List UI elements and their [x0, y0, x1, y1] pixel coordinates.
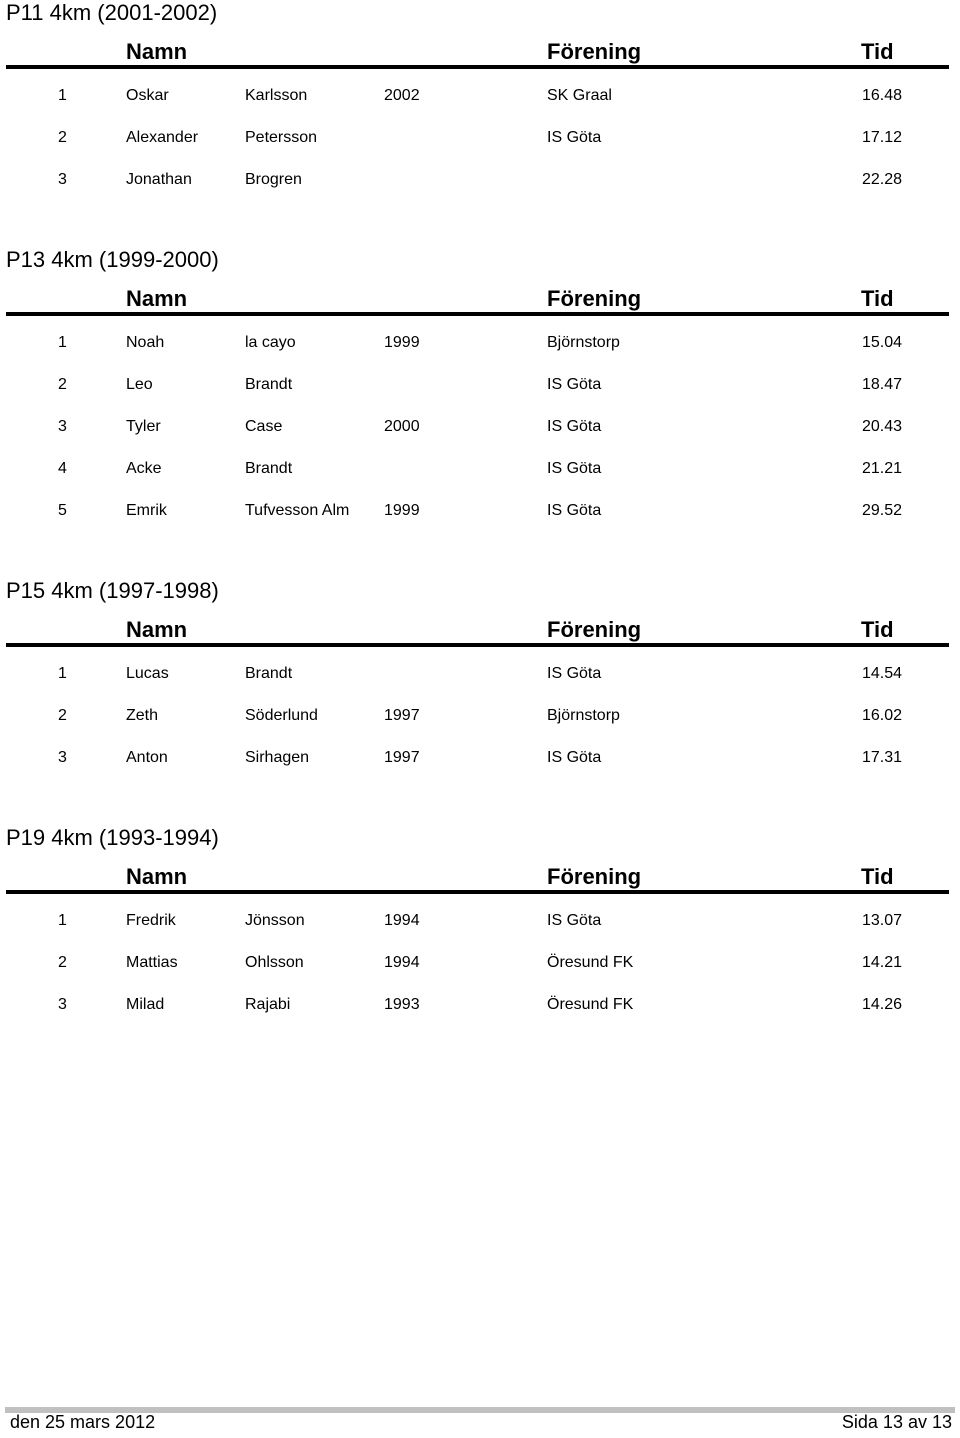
- club: IS Göta: [547, 665, 602, 682]
- section-title: P15 4km (1997-1998): [6, 578, 219, 603]
- time: 17.12: [862, 129, 903, 146]
- first-name: Jonathan: [126, 171, 192, 188]
- club: IS Göta: [547, 376, 602, 393]
- time: 17.31: [862, 749, 903, 766]
- place: 2: [58, 129, 67, 146]
- first-name: Alexander: [126, 129, 199, 146]
- first-name: Mattias: [126, 954, 178, 971]
- table-row: [0, 85, 960, 107]
- birth-year: 1997: [384, 707, 420, 724]
- column-header-club: Förening: [547, 286, 642, 311]
- column-header-time: Tid: [861, 617, 894, 642]
- time: 16.02: [862, 707, 903, 724]
- place: 1: [58, 665, 67, 682]
- place: 2: [58, 707, 67, 724]
- first-name: Oskar: [126, 87, 169, 104]
- last-name: Brogren: [245, 171, 302, 188]
- footer-date: den 25 mars 2012: [10, 1412, 156, 1432]
- place: 1: [58, 334, 67, 351]
- column-header-name: Namn: [126, 286, 188, 311]
- place: 3: [58, 749, 67, 766]
- header-divider: [6, 890, 949, 894]
- time: 14.26: [862, 996, 903, 1013]
- club: Björnstorp: [547, 334, 620, 351]
- table-row: [0, 332, 960, 354]
- club: SK Graal: [547, 87, 612, 104]
- last-name: Karlsson: [245, 87, 308, 104]
- time: 21.21: [862, 460, 903, 477]
- birth-year: 2002: [384, 87, 420, 104]
- place: 1: [58, 912, 67, 929]
- last-name: Brandt: [245, 376, 293, 393]
- first-name: Fredrik: [126, 912, 176, 929]
- club: Björnstorp: [547, 707, 620, 724]
- club: IS Göta: [547, 460, 602, 477]
- place: 1: [58, 87, 67, 104]
- time: 14.21: [862, 954, 903, 971]
- column-header-time: Tid: [861, 39, 894, 64]
- time: 13.07: [862, 912, 903, 929]
- header-divider: [6, 312, 949, 316]
- table-row: [0, 663, 960, 685]
- birth-year: 1994: [384, 912, 420, 929]
- column-header-name: Namn: [126, 39, 188, 64]
- last-name: Brandt: [245, 665, 293, 682]
- time: 18.47: [862, 376, 903, 393]
- page-number: Sida 13 av 13: [841, 1412, 952, 1432]
- place: 3: [58, 418, 67, 435]
- place: 3: [58, 996, 67, 1013]
- table-row: [0, 747, 960, 769]
- birth-year: 1999: [384, 502, 420, 519]
- last-name: Ohlsson: [245, 954, 304, 971]
- table-row: [0, 705, 960, 727]
- club: IS Göta: [547, 912, 602, 929]
- place: 3: [58, 171, 67, 188]
- last-name: Jönsson: [245, 912, 305, 929]
- place: 4: [58, 460, 67, 477]
- first-name: Acke: [126, 460, 162, 477]
- birth-year: 1999: [384, 334, 420, 351]
- section-title: P11 4km (2001-2002): [6, 0, 218, 25]
- last-name: la cayo: [245, 334, 296, 351]
- column-header-club: Förening: [547, 864, 642, 889]
- place: 5: [58, 502, 67, 519]
- section-title: P13 4km (1999-2000): [6, 247, 219, 272]
- section-title: P19 4km (1993-1994): [6, 825, 219, 850]
- time: 15.04: [862, 334, 903, 351]
- column-header-time: Tid: [861, 286, 894, 311]
- table-row: [0, 127, 960, 149]
- last-name: Söderlund: [245, 707, 318, 724]
- first-name: Milad: [126, 996, 165, 1013]
- club: IS Göta: [547, 502, 602, 519]
- first-name: Zeth: [126, 707, 159, 724]
- column-header-name: Namn: [126, 617, 188, 642]
- table-row: [0, 910, 960, 932]
- place: 2: [58, 376, 67, 393]
- first-name: Tyler: [126, 418, 161, 435]
- header-divider: [6, 65, 949, 69]
- table-row: [0, 500, 960, 522]
- birth-year: 1994: [384, 954, 420, 971]
- table-row: [0, 458, 960, 480]
- birth-year: 1997: [384, 749, 420, 766]
- club: IS Göta: [547, 418, 602, 435]
- first-name: Anton: [126, 749, 168, 766]
- first-name: Lucas: [126, 665, 169, 682]
- column-header-time: Tid: [861, 864, 894, 889]
- first-name: Emrik: [126, 502, 167, 519]
- first-name: Noah: [126, 334, 165, 351]
- table-row: [0, 416, 960, 438]
- club: Öresund FK: [547, 954, 634, 971]
- club: IS Göta: [547, 129, 602, 146]
- first-name: Leo: [126, 376, 153, 393]
- column-header-club: Förening: [547, 617, 642, 642]
- time: 16.48: [862, 87, 903, 104]
- birth-year: 2000: [384, 418, 420, 435]
- time: 22.28: [862, 171, 903, 188]
- column-header-name: Namn: [126, 864, 188, 889]
- place: 2: [58, 954, 67, 971]
- club: IS Göta: [547, 749, 602, 766]
- birth-year: 1993: [384, 996, 420, 1013]
- time: 14.54: [862, 665, 903, 682]
- column-header-club: Förening: [547, 39, 642, 64]
- last-name: Sirhagen: [245, 749, 310, 766]
- header-divider: [6, 643, 949, 647]
- last-name: Rajabi: [245, 996, 291, 1013]
- last-name: Case: [245, 418, 283, 435]
- time: 20.43: [862, 418, 903, 435]
- table-row: [0, 952, 960, 974]
- club: Öresund FK: [547, 996, 634, 1013]
- table-row: [0, 374, 960, 396]
- last-name: Tufvesson Alm: [245, 502, 350, 519]
- table-row: [0, 169, 960, 191]
- last-name: Petersson: [245, 129, 318, 146]
- time: 29.52: [862, 502, 903, 519]
- last-name: Brandt: [245, 460, 293, 477]
- table-row: [0, 994, 960, 1016]
